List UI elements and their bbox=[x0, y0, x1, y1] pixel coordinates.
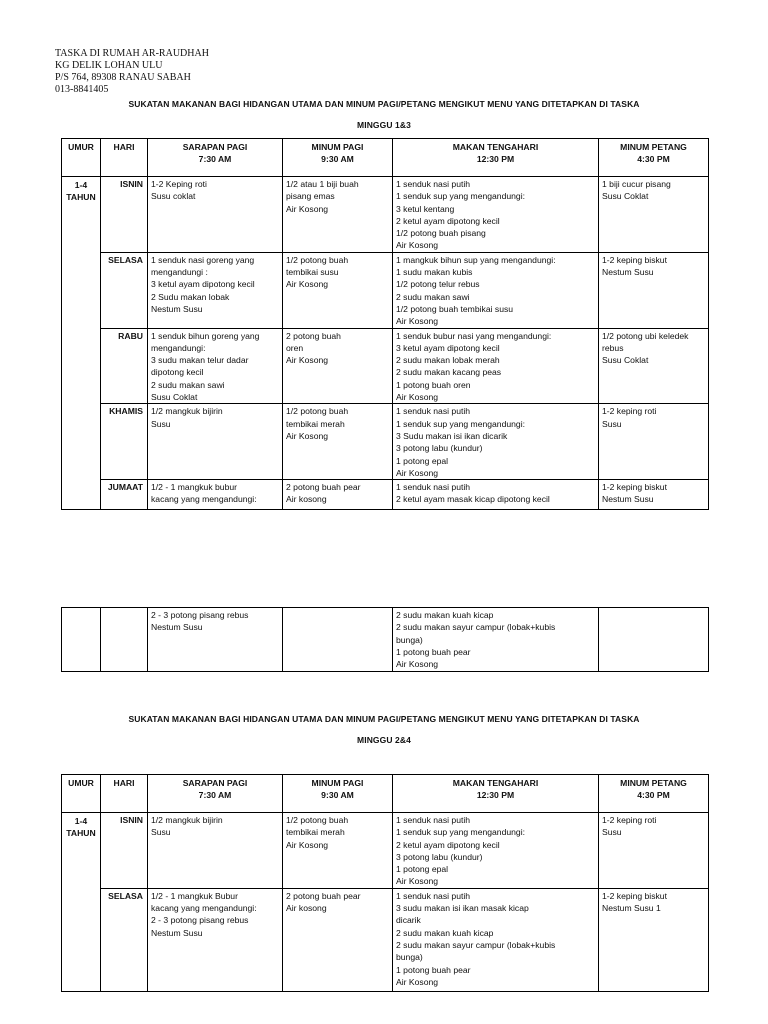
makan-tengahari-cell-line: 1/2 potong buah pisang bbox=[396, 228, 486, 239]
sarapan-cell-line: Susu coklat bbox=[151, 191, 196, 202]
sarapan-cell-line: Nestum Susu bbox=[151, 622, 203, 633]
minum-petang-cell-line: 1-2 keping biskut bbox=[602, 254, 667, 265]
day-cell: JUMAAT bbox=[101, 480, 148, 510]
minum-pagi-cell-line: 1/2 potong buah bbox=[286, 406, 349, 417]
sarapan-cell-line: Susu bbox=[151, 827, 171, 838]
age-group-cell bbox=[62, 177, 101, 510]
minum-petang-cell-line: Nestum Susu bbox=[602, 267, 654, 278]
minum-petang-cell bbox=[599, 813, 709, 889]
minum-petang-cell bbox=[599, 888, 709, 991]
table-header-row bbox=[62, 139, 709, 177]
makan-tengahari-cell-line: 1 potong buah oren bbox=[396, 379, 471, 390]
makan-tengahari-cell-line: 1 senduk nasi putih bbox=[396, 406, 471, 417]
makan-tengahari-cell bbox=[393, 888, 599, 991]
sarapan-cell-line: 2 sudu makan sawi bbox=[151, 379, 225, 390]
day-cell: ISNIN bbox=[101, 177, 148, 253]
makan-tengahari-cell-line: 2 ketul ayam dipotong kecil bbox=[396, 215, 500, 226]
minum-petang-cell-line: rebus bbox=[602, 342, 624, 353]
table-row bbox=[62, 177, 709, 253]
minum-petang-cell bbox=[599, 608, 709, 672]
section2-title: SUKATAN MAKANAN BAGI HIDANGAN UTAMA DAN MINUM PAGI/PETANG MENGIKUT MENU YANG DITETAPKAN DI TASKA bbox=[128, 714, 640, 724]
sarapan-cell-line: dipotong kecil bbox=[151, 367, 204, 378]
minum-pagi-cell-line: pisang emas bbox=[286, 191, 335, 202]
makan-tengahari-cell-line: 2 sudu makan sawi bbox=[396, 291, 470, 302]
makan-tengahari-cell-line: 1/2 potong telur rebus bbox=[396, 279, 480, 290]
makan-tengahari-cell-line: 1 potong epal bbox=[396, 864, 449, 875]
sarapan-cell-line: 2 - 3 potong pisang rebus bbox=[151, 915, 249, 926]
minum-petang-cell-line: 1/2 potong ubi keledek bbox=[602, 330, 689, 341]
sarapan-cell-line: 3 ketul ayam dipotong kecil bbox=[151, 279, 255, 290]
day-cell: KHAMIS bbox=[101, 404, 148, 480]
minum-petang-cell-line: Susu Coklat bbox=[602, 191, 649, 202]
nursery-postal-address: P/S 764, 89308 RANAU SABAH bbox=[55, 72, 191, 83]
makan-tengahari-cell-line: 1 senduk sup yang mengandungi: bbox=[396, 191, 526, 202]
table-row bbox=[62, 404, 709, 480]
sarapan-cell-line: 1-2 Keping roti bbox=[151, 179, 207, 189]
makan-tengahari-cell-line: 1 senduk nasi putih bbox=[396, 815, 471, 825]
sarapan-cell-line: kacang yang mengandungi: bbox=[151, 494, 257, 505]
day-cell: SELASA bbox=[101, 888, 148, 991]
day-cell: SELASA bbox=[101, 252, 148, 328]
makan-tengahari-cell-line: Air Kosong bbox=[396, 659, 439, 670]
sarapan-cell-line: 1/2 mangkuk bijirin bbox=[151, 815, 223, 825]
minum-pagi-cell-line: Air Kosong bbox=[286, 430, 329, 441]
day-cell: RABU bbox=[101, 328, 148, 404]
minum-pagi-cell-line: 1/2 atau 1 biji buah bbox=[286, 179, 359, 189]
minum-petang-cell-line: Susu bbox=[602, 827, 622, 838]
minum-pagi-cell-line: Air kosong bbox=[286, 903, 327, 914]
table-row bbox=[62, 608, 709, 672]
col-header-umur: UMUR bbox=[62, 775, 101, 813]
makan-tengahari-cell-line: 2 sudu makan kacang peas bbox=[396, 367, 502, 378]
menu-table-continuation bbox=[61, 607, 709, 672]
sarapan-cell-line: kacang yang mengandungi: bbox=[151, 903, 257, 914]
minum-pagi-cell bbox=[283, 480, 393, 510]
col-header-sarapan: SARAPAN PAGI 7:30 AM bbox=[148, 775, 283, 813]
minum-pagi-cell-line: tembikai merah bbox=[286, 418, 345, 429]
sarapan-cell-line: 1/2 mangkuk bijirin bbox=[151, 406, 223, 417]
col-header-makan-tengahari: MAKAN TENGAHARI 12:30 PM bbox=[393, 139, 599, 177]
sarapan-cell bbox=[148, 404, 283, 480]
sarapan-cell-line: 1 senduk nasi goreng yang bbox=[151, 254, 255, 265]
makan-tengahari-cell bbox=[393, 328, 599, 404]
makan-tengahari-cell-line: 1 senduk nasi putih bbox=[396, 179, 471, 189]
minum-petang-cell-line: 1-2 keping roti bbox=[602, 406, 657, 417]
col-header-sarapan: SARAPAN PAGI 7:30 AM bbox=[148, 139, 283, 177]
makan-tengahari-cell-line: Air Kosong bbox=[396, 876, 439, 887]
makan-tengahari-cell bbox=[393, 813, 599, 889]
sarapan-cell bbox=[148, 252, 283, 328]
table-row bbox=[62, 480, 709, 510]
minum-pagi-cell-line: 2 potong buah pear bbox=[286, 482, 361, 493]
makan-tengahari-cell-line: 3 potong labu (kundur) bbox=[396, 443, 483, 454]
sarapan-cell-line: 3 sudu makan telur dadar bbox=[151, 355, 249, 366]
makan-tengahari-cell-line: Air Kosong bbox=[396, 316, 439, 327]
minum-pagi-cell bbox=[283, 608, 393, 672]
minum-pagi-cell-line: Air Kosong bbox=[286, 839, 329, 850]
sarapan-cell-line: 1/2 - 1 mangkuk bubur bbox=[151, 482, 237, 493]
minum-pagi-cell-line: Air kosong bbox=[286, 494, 327, 505]
makan-tengahari-cell-line: Air Kosong bbox=[396, 467, 439, 478]
age-group-cell-line: TAHUN bbox=[66, 192, 96, 203]
minum-petang-cell bbox=[599, 480, 709, 510]
minum-petang-cell bbox=[599, 177, 709, 253]
sarapan-cell-line: Susu bbox=[151, 418, 171, 429]
col-header-umur: UMUR bbox=[62, 139, 101, 177]
minum-pagi-cell bbox=[283, 888, 393, 991]
nursery-village: KG DELIK LOHAN ULU bbox=[55, 60, 163, 71]
minum-petang-cell-line: Susu Coklat bbox=[602, 355, 649, 366]
sarapan-cell bbox=[148, 480, 283, 510]
makan-tengahari-cell-line: 1 potong buah pear bbox=[396, 646, 471, 657]
sarapan-cell bbox=[148, 813, 283, 889]
minum-pagi-cell-line: Air Kosong bbox=[286, 203, 329, 214]
makan-tengahari-cell-line: 1 potong epal bbox=[396, 455, 449, 466]
makan-tengahari-cell-line: 2 ketul ayam masak kicap dipotong kecil bbox=[396, 494, 550, 505]
section1-title: SUKATAN MAKANAN BAGI HIDANGAN UTAMA DAN MINUM PAGI/PETANG MENGIKUT MENU YANG DITETAPKAN DI TASKA bbox=[128, 99, 640, 109]
sarapan-cell-line: Susu Coklat bbox=[151, 392, 198, 403]
minum-petang-cell-line: 1-2 keping biskut bbox=[602, 890, 667, 901]
minum-petang-cell-line: Susu bbox=[602, 418, 622, 429]
minum-pagi-cell-line: 2 potong buah bbox=[286, 330, 341, 341]
makan-tengahari-cell-line: Air Kosong bbox=[396, 240, 439, 251]
makan-tengahari-cell-line: dicarik bbox=[396, 915, 421, 926]
sarapan-cell bbox=[148, 328, 283, 404]
age-group-cell-line: 1-4 bbox=[74, 816, 88, 826]
table-row bbox=[62, 813, 709, 889]
makan-tengahari-cell-line: 1 senduk sup yang mengandungi: bbox=[396, 418, 526, 429]
sarapan-cell bbox=[148, 608, 283, 672]
makan-tengahari-cell-line: 2 ketul ayam dipotong kecil bbox=[396, 839, 500, 850]
nursery-phone: 013-8841405 bbox=[55, 84, 109, 95]
minum-pagi-cell bbox=[283, 404, 393, 480]
minum-pagi-cell-line: 1/2 potong buah bbox=[286, 254, 349, 265]
minum-petang-cell-line: 1 biji cucur pisang bbox=[602, 179, 671, 189]
sarapan-cell-line: Nestum Susu bbox=[151, 927, 203, 938]
age-group-cell-line: 1-4 bbox=[74, 180, 88, 190]
minum-pagi-cell bbox=[283, 177, 393, 253]
makan-tengahari-cell bbox=[393, 608, 599, 672]
age-group-cell bbox=[62, 813, 101, 992]
minum-pagi-cell bbox=[283, 252, 393, 328]
minum-petang-cell-line: 1-2 keping roti bbox=[602, 815, 657, 825]
makan-tengahari-cell-line: 2 sudu makan kuah kicap bbox=[396, 610, 494, 620]
sarapan-cell-line: 1/2 - 1 mangkuk Bubur bbox=[151, 890, 238, 901]
minum-pagi-cell bbox=[283, 328, 393, 404]
minum-pagi-cell-line: tembikai merah bbox=[286, 827, 345, 838]
makan-tengahari-cell-line: bunga) bbox=[396, 952, 423, 963]
minum-pagi-cell-line: tembikai susu bbox=[286, 267, 339, 278]
makan-tengahari-cell-line: 3 potong labu (kundur) bbox=[396, 851, 483, 862]
makan-tengahari-cell-line: 1 sudu makan kubis bbox=[396, 267, 473, 278]
nursery-address-block bbox=[55, 48, 209, 96]
table-row bbox=[62, 252, 709, 328]
col-header-minum-petang: MINUM PETANG 4:30 PM bbox=[599, 775, 709, 813]
makan-tengahari-cell-line: 1 senduk nasi putih bbox=[396, 890, 471, 901]
makan-tengahari-cell bbox=[393, 480, 599, 510]
makan-tengahari-cell-line: 1 senduk bubur nasi yang mengandungi: bbox=[396, 330, 552, 341]
makan-tengahari-cell-line: bunga) bbox=[396, 634, 423, 645]
minum-pagi-cell-line: 1/2 potong buah bbox=[286, 815, 349, 825]
makan-tengahari-cell-line: 3 ketul kentang bbox=[396, 203, 455, 214]
minum-petang-cell bbox=[599, 404, 709, 480]
sarapan-cell-line: 2 Sudu makan lobak bbox=[151, 291, 230, 302]
age-group-cell bbox=[62, 608, 101, 672]
table-row bbox=[62, 328, 709, 404]
minum-petang-cell-line: Nestum Susu 1 bbox=[602, 903, 661, 914]
makan-tengahari-cell-line: 2 sudu makan sayur campur (lobak+kubis bbox=[396, 939, 556, 950]
sarapan-cell-line: Nestum Susu bbox=[151, 303, 203, 314]
makan-tengahari-cell-line: 1/2 potong buah tembikai susu bbox=[396, 303, 514, 314]
nursery-name: TASKA DI RUMAH AR-RAUDHAH bbox=[55, 48, 209, 59]
age-group-cell-line: TAHUN bbox=[66, 828, 96, 839]
makan-tengahari-cell-line: 1 senduk sup yang mengandungi: bbox=[396, 827, 526, 838]
makan-tengahari-cell bbox=[393, 252, 599, 328]
minum-petang-cell bbox=[599, 252, 709, 328]
minum-petang-cell-line: 1-2 keping biskut bbox=[602, 482, 667, 493]
makan-tengahari-cell-line: 1 mangkuk bihun sup yang mengandungi: bbox=[396, 254, 556, 265]
section2-subtitle: MINGGU 2&4 bbox=[357, 735, 411, 745]
minum-pagi-cell bbox=[283, 813, 393, 889]
col-header-makan-tengahari: MAKAN TENGAHARI 12:30 PM bbox=[393, 775, 599, 813]
makan-tengahari-cell-line: 3 ketul ayam dipotong kecil bbox=[396, 342, 500, 353]
sarapan-cell bbox=[148, 177, 283, 253]
day-cell bbox=[101, 608, 148, 672]
makan-tengahari-cell-line: Air Kosong bbox=[396, 976, 439, 987]
minum-pagi-cell-line: Air Kosong bbox=[286, 355, 329, 366]
sarapan-cell-line: mengandungi: bbox=[151, 342, 206, 353]
table-header-row bbox=[62, 775, 709, 813]
col-header-hari: HARI bbox=[101, 775, 148, 813]
makan-tengahari-cell-line: Air Kosong bbox=[396, 392, 439, 403]
day-cell: ISNIN bbox=[101, 813, 148, 889]
makan-tengahari-cell-line: 3 sudu makan isi ikan masak kicap bbox=[396, 903, 529, 914]
makan-tengahari-cell-line: 2 sudu makan lobak merah bbox=[396, 355, 500, 366]
minum-pagi-cell-line: 2 potong buah pear bbox=[286, 890, 361, 901]
makan-tengahari-cell-line: 1 potong buah pear bbox=[396, 964, 471, 975]
sarapan-cell-line: 2 - 3 potong pisang rebus bbox=[151, 610, 249, 620]
minum-petang-cell bbox=[599, 328, 709, 404]
menu-table-week-2-4 bbox=[61, 774, 709, 992]
makan-tengahari-cell bbox=[393, 404, 599, 480]
menu-table-week-1-3 bbox=[61, 138, 709, 510]
sarapan-cell-line: 1 senduk bihun goreng yang bbox=[151, 330, 260, 341]
col-header-minum-pagi: MINUM PAGI 9:30 AM bbox=[283, 139, 393, 177]
minum-pagi-cell-line: oren bbox=[286, 342, 304, 353]
makan-tengahari-cell bbox=[393, 177, 599, 253]
col-header-minum-petang: MINUM PETANG 4:30 PM bbox=[599, 139, 709, 177]
col-header-minum-pagi: MINUM PAGI 9:30 AM bbox=[283, 775, 393, 813]
makan-tengahari-cell-line: 1 senduk nasi putih bbox=[396, 482, 471, 493]
col-header-hari: HARI bbox=[101, 139, 148, 177]
makan-tengahari-cell-line: 3 Sudu makan isi ikan dicarik bbox=[396, 430, 508, 441]
table-row bbox=[62, 888, 709, 991]
sarapan-cell-line: mengandungi : bbox=[151, 267, 208, 278]
minum-petang-cell-line: Nestum Susu bbox=[602, 494, 654, 505]
makan-tengahari-cell-line: 2 sudu makan sayur campur (lobak+kubis bbox=[396, 622, 556, 633]
makan-tengahari-cell-line: 2 sudu makan kuah kicap bbox=[396, 927, 494, 938]
sarapan-cell bbox=[148, 888, 283, 991]
section1-subtitle: MINGGU 1&3 bbox=[357, 120, 411, 130]
minum-pagi-cell-line: Air Kosong bbox=[286, 279, 329, 290]
